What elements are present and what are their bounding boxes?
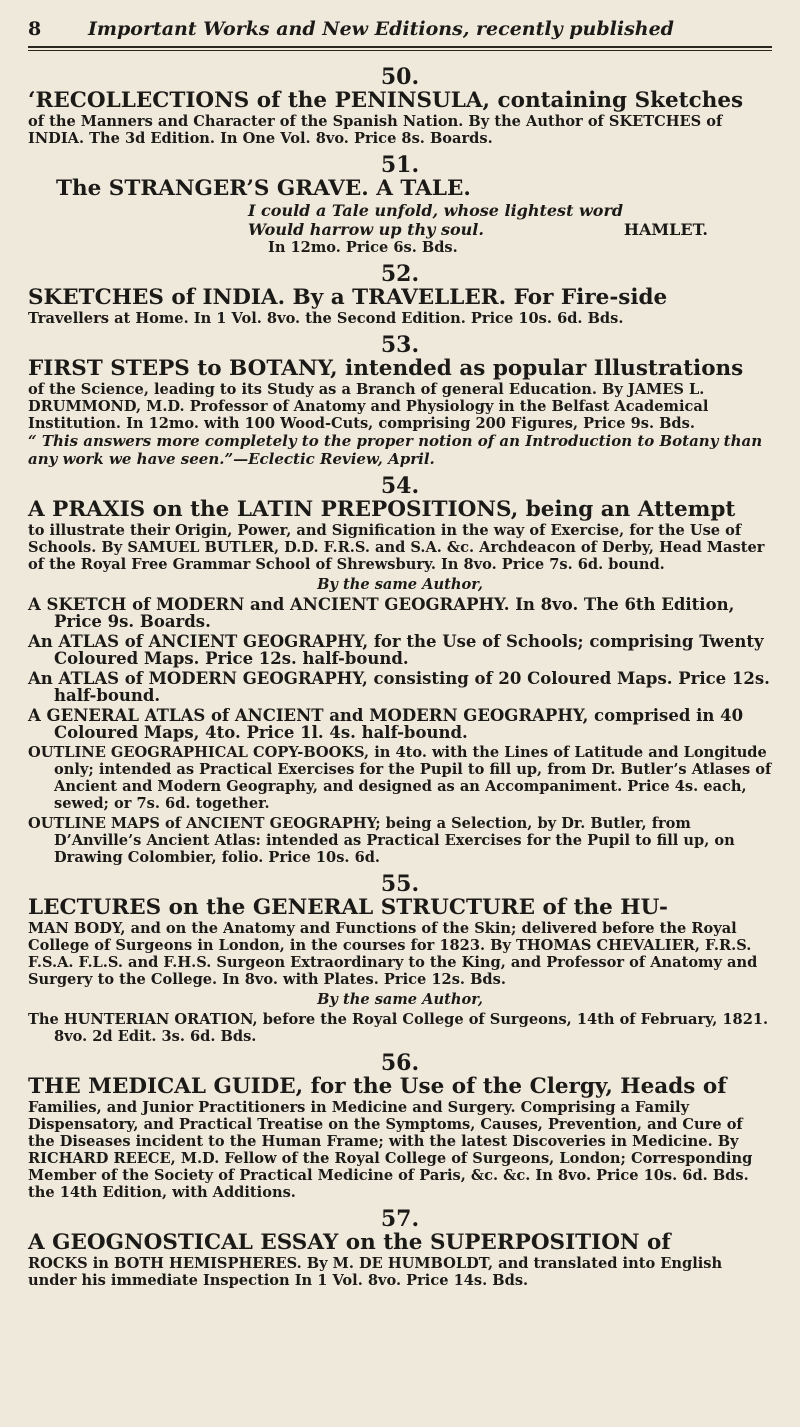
related-work: A GENERAL ATLAS of ANCIENT and MODERN GEOGRAPHY, comprised in 40 Coloured Maps, 4to. Price 1l. 4s. half-bound. <box>28 706 744 742</box>
page-number: 8 <box>28 18 42 40</box>
epigraph-line: I could a Tale unfold, whose lightest word <box>248 201 624 220</box>
entry-body: of the Science, leading to its Study as a Branch of general Education. By JAMES L. DRUMMOND, M.D. Professor of Anatomy and Physiology in the Belfast Academical Institution. In 12mo. with 100 Wood-Cuts, comprising 200 Figures, Price 9s. Bds. <box>28 381 709 432</box>
entry-50 <box>28 65 772 147</box>
epigraph <box>248 201 772 239</box>
epigraph-attribution: HAMLET. <box>623 220 708 239</box>
epigraph-line: Would harrow up thy soul. <box>248 220 484 239</box>
entry-number: 52. <box>380 261 420 287</box>
entry-body: ROCKS in BOTH HEMISPHERES. By M. DE HUMBOLDT, and translated into English under his immediate Inspection In 1 Vol. 8vo. Price 14s. Bds. <box>28 1255 723 1289</box>
related-work: An ATLAS of MODERN GEOGRAPHY, consisting of 20 Coloured Maps. Price 12s. half-bound. <box>28 669 770 705</box>
entry-57 <box>28 1207 772 1289</box>
entry-54 <box>28 474 772 866</box>
entry-body: Families, and Junior Practitioners in Medicine and Surgery. Comprising a Family Dispensatory, and Practical Treatise on the Symptoms, Causes, Prevention, and Cure of the Diseases incident to the Human Frame; with the latest Discoveries in Medicine. By RICHARD REECE, M.D. Fellow of the Royal College of Surgeons, London; Corresponding Member of the Society of Practical Medicine of Paris, &c. &c. In 8vo. Price 10s. 6d. Bds. the 14th Edition, with Additions. <box>28 1099 753 1201</box>
entry-title: FIRST STEPS to BOTANY, intended as popular Illustrations <box>28 356 744 381</box>
entry-number: 51. <box>380 152 420 178</box>
related-work: OUTLINE MAPS of ANCIENT GEOGRAPHY; being a Selection, by Dr. Butler, from D’Anville’s Ancient Atlas: intended as Practical Exercises for the Pupil to fill up, on Drawing Colombier, folio. Price 10s. 6d. <box>28 815 735 866</box>
entry-number: 55. <box>380 871 420 897</box>
entry-body: In 12mo. Price 6s. Bds. <box>268 239 458 256</box>
running-title: Important Works and New Editions, recently published <box>88 18 674 40</box>
same-author-heading: By the same Author, <box>317 991 483 1008</box>
entry-52 <box>28 262 772 327</box>
entry-body: to illustrate their Origin, Power, and Signification in the way of Exercise, for the Use of Schools. By SAMUEL BUTLER, D.D. F.R.S. and S.A. &c. Archdeacon of Derby, Head Master of the Royal Free Grammar School of Shrewsbury. In 8vo. Price 7s. 6d. bound. <box>28 522 765 573</box>
entry-title: SKETCHES of INDIA. By a TRAVELLER. For Fire-side <box>28 285 668 310</box>
related-work: A SKETCH of MODERN and ANCIENT GEOGRAPHY. In 8vo. The 6th Edition, Price 9s. Boards. <box>28 595 735 631</box>
same-author-heading: By the same Author, <box>317 576 483 593</box>
entry-number: 53. <box>380 332 420 358</box>
entry-title: A PRAXIS on the LATIN PREPOSITIONS, being an Attempt <box>28 497 736 522</box>
entry-number: 56. <box>380 1050 420 1076</box>
entry-body: of the Manners and Character of the Spanish Nation. By the Author of SKETCHES of INDIA. The 3d Edition. In One Vol. 8vo. Price 8s. Boards. <box>28 113 723 147</box>
related-work: The HUNTERIAN ORATION, before the Royal College of Surgeons, 14th of February, 1821. 8vo. 2d Edit. 3s. 6d. Bds. <box>28 1011 769 1045</box>
entry-55 <box>28 872 772 1045</box>
entry-title: The STRANGER’S GRAVE. A TALE. <box>56 176 471 201</box>
entry-number: 54. <box>380 473 420 499</box>
header-rule <box>28 46 772 51</box>
entry-title: THE MEDICAL GUIDE, for the Use of the Clergy, Heads of <box>28 1074 727 1099</box>
entry-title: ‘RECOLLECTIONS of the PENINSULA, containing Sketches <box>28 88 744 113</box>
review-quote: “ This answers more completely to the proper notion of an Introduction to Botany than any work we have seen.”—Eclectic Review, April. <box>28 432 763 468</box>
entry-body: MAN BODY, and on the Anatomy and Functions of the Skin; delivered before the Royal College of Surgeons in London, in the courses for 1823. By THOMAS CHEVALIER, F.R.S. F.S.A. F.L.S. and F.H.S. Surgeon Extraordinary to the King, and Professor of Anatomy and Surgery to the College. In 8vo. with Plates. Price 12s. Bds. <box>28 920 758 988</box>
entry-56 <box>28 1051 772 1201</box>
entry-body: Travellers at Home. In 1 Vol. 8vo. the Second Edition. Price 10s. 6d. Bds. <box>28 310 624 327</box>
entry-title: A GEOGNOSTICAL ESSAY on the SUPERPOSITION of <box>28 1230 671 1255</box>
related-work: An ATLAS of ANCIENT GEOGRAPHY, for the Use of Schools; comprising Twenty Coloured Maps. Price 12s. half-bound. <box>28 632 764 668</box>
related-work: OUTLINE GEOGRAPHICAL COPY-BOOKS, in 4to. with the Lines of Latitude and Longitude only; intended as Practical Exercises for the Pupil to fill up, from Dr. Butler’s Atlases of Ancient and Modern Geography, and designed as an Accompaniment. Price 4s. each, sewed; or 7s. 6d. together. <box>28 744 772 812</box>
entry-51 <box>28 153 772 256</box>
entry-number: 57. <box>380 1206 420 1232</box>
entry-number: 50. <box>380 64 420 90</box>
page-header <box>28 18 772 40</box>
entry-53 <box>28 333 772 468</box>
entry-title: LECTURES on the GENERAL STRUCTURE of the HU- <box>28 895 668 920</box>
